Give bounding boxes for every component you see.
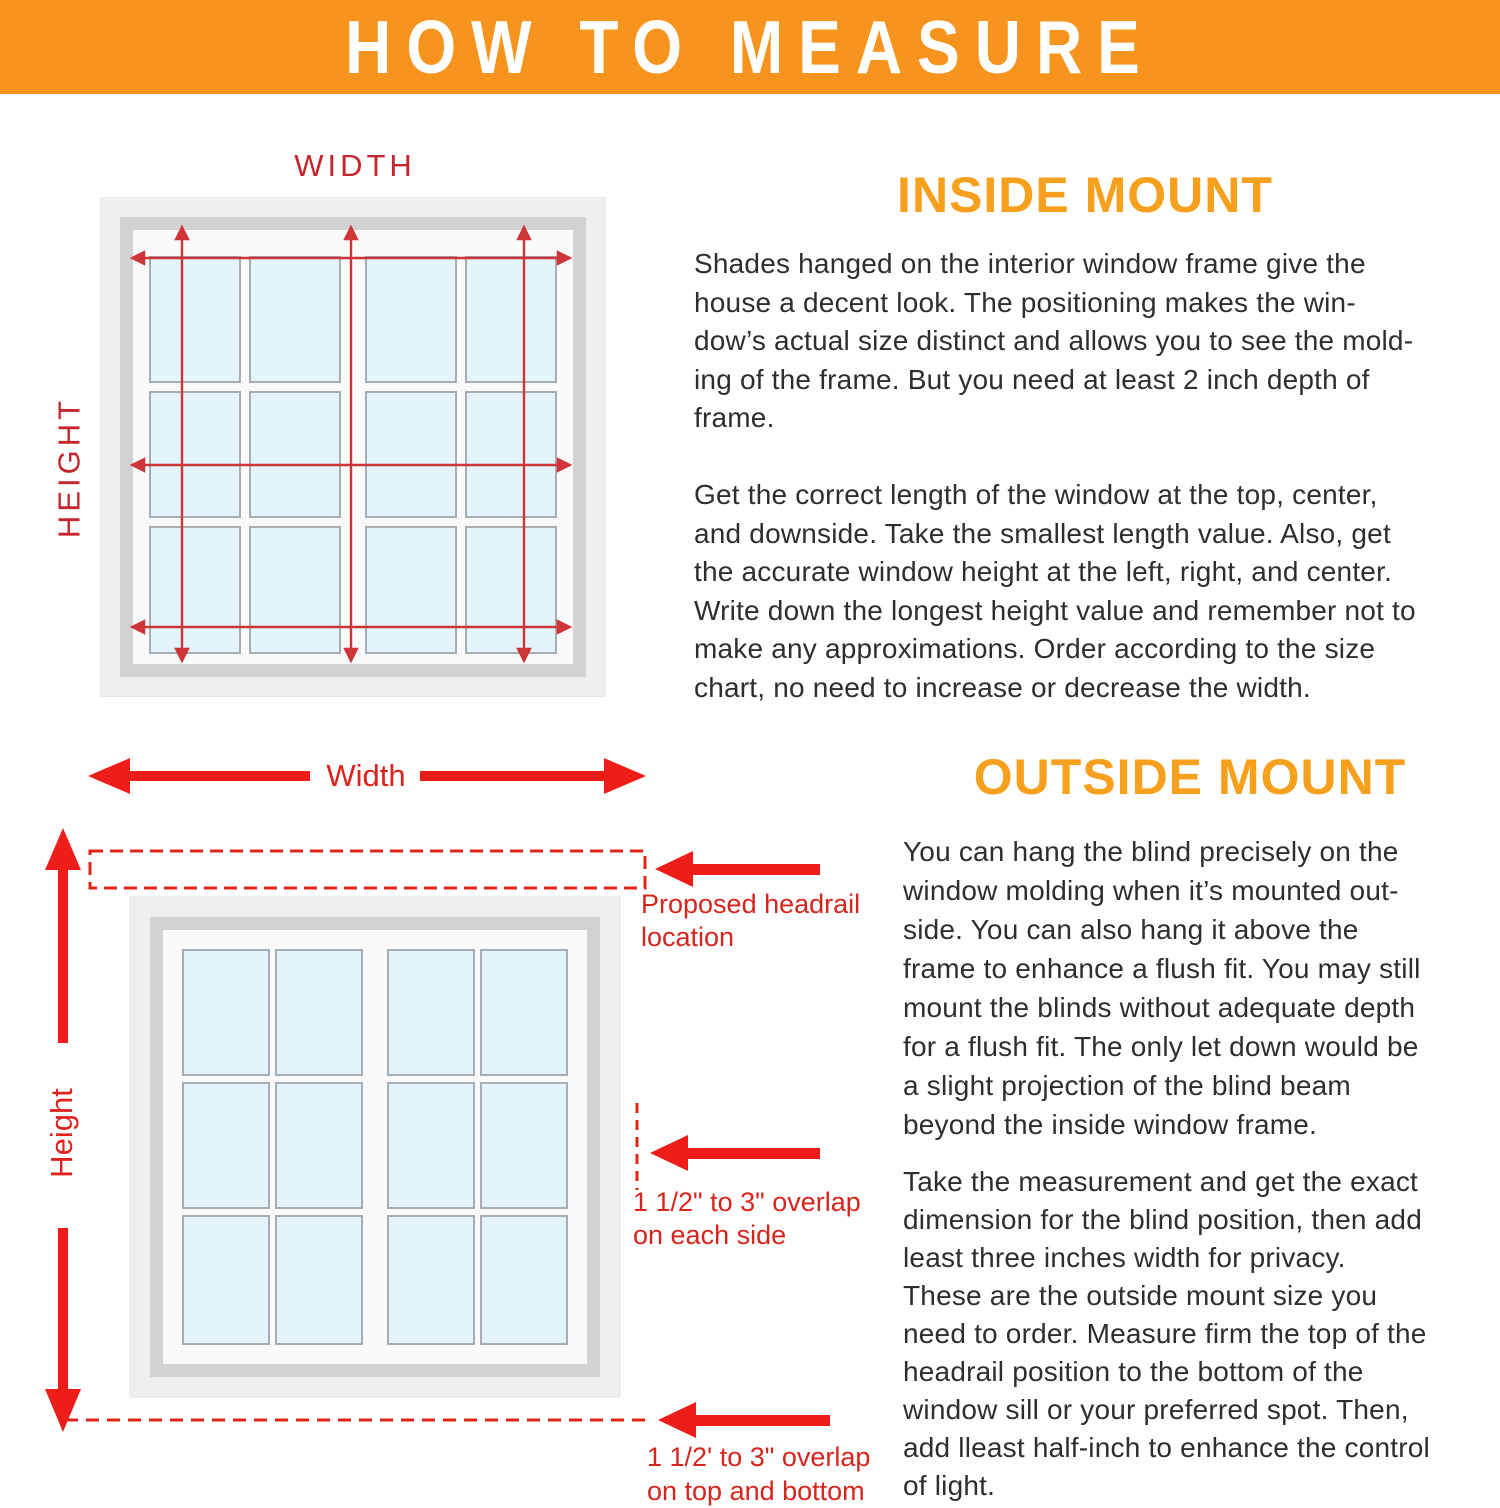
side-overlap-label: 1 1/2" to 3" overlap on each side <box>633 1187 861 1250</box>
outside-mount-heading: OUTSIDE MOUNT <box>973 749 1407 805</box>
bottom-overlap-label: 1 1/2' to 3" overlap on top and bottom <box>647 1442 871 1506</box>
headrail-pointer-arrow <box>655 851 820 887</box>
headrail-dashed-box <box>90 851 645 888</box>
inside-mount-heading: INSIDE MOUNT <box>897 167 1273 223</box>
inside-mount-window-diagram <box>100 197 606 697</box>
headrail-location-label: Proposed headrail location <box>641 889 861 952</box>
inside-mount-paragraph-2: Get the correct length of the window at the top, center, and downside. Take the smallest length value. Also, get the accurate window height at the left, right, and center. Write down the longest height value and remember not to make any approximations. Order according to the size chart, no need to increase or decrease the width. <box>694 479 1416 703</box>
outside-diagram-height-label: Height <box>44 1088 79 1178</box>
page-title: HOW TO MEASURE <box>345 4 1155 90</box>
inside-diagram-height-label: HEIGHT <box>51 396 87 539</box>
outside-diagram-width-label: Width <box>326 758 406 793</box>
side-overlap-pointer-arrow <box>650 1135 820 1171</box>
outside-mount-paragraph-2: Take the measurement and get the exact dimension for the blind position, then add least three inches width for privacy. These are the outside mount size you need to order. Measure firm the top of the headrail position to the bottom of the window sill or your preferred spot. Then, add lleast half-inch to enhance the control of light. <box>903 1166 1430 1501</box>
inside-mount-paragraph-1: Shades hanged on the interior window frame give the house a decent look. The positioning makes the win- dow’s actual size distinct and allows you to see the mold- ing of the frame. But you need at least 2 inch depth of frame. <box>694 248 1414 433</box>
inside-diagram-width-label: WIDTH <box>294 148 416 183</box>
bottom-overlap-pointer-arrow <box>658 1402 830 1438</box>
outside-mount-window-diagram <box>40 740 850 1500</box>
title-banner <box>0 0 1500 94</box>
outside-mount-paragraph-1: You can hang the blind precisely on the window molding when it’s mounted out- side. You can also hang it above the frame to enhance a flush fit. You may still mount the blinds without adequate depth for a flush fit. The only let down would be a slight projection of the blind beam beyond the inside window frame. <box>903 836 1421 1140</box>
